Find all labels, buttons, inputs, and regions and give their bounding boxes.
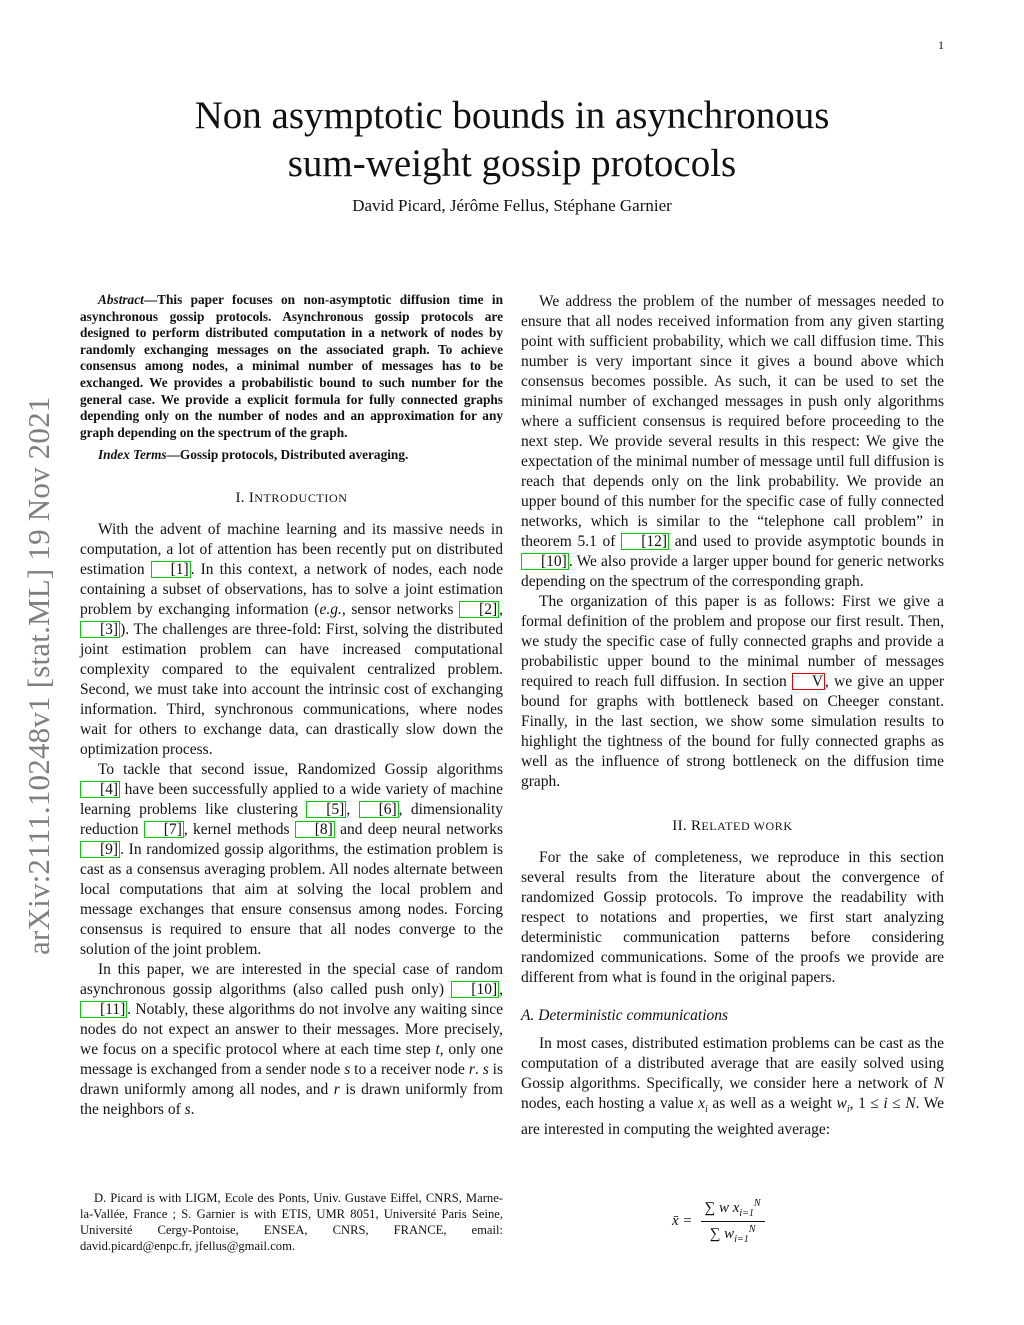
weighted-average-formula (672, 1196, 765, 1247)
authors: David Picard, Jérôme Fellus, Stéphane Garnier (352, 196, 672, 215)
formula-fraction (701, 1196, 765, 1247)
paragraph: In most cases, distributed estimation problems can be cast as the computation of a distributed average that are easily solved using Gossip algorithms. Specifically, we consider here a network of N nodes, each hosting a value $x_i$ as well as a weight $w_i$, 1 ≤ i ≤ N. We are interested in computing the weighted average: (521, 1035, 944, 1139)
citation-link[interactable]: [4] (80, 781, 120, 798)
citation-link[interactable]: [11] (80, 1001, 127, 1018)
section-heading-introduction (80, 488, 503, 508)
abstract-label: Abstract (98, 292, 144, 307)
index-terms-text: —Gossip protocols, Distributed averaging. (166, 447, 409, 463)
section-number: I. (235, 489, 249, 506)
citation-link[interactable]: [10] (451, 981, 499, 998)
left-column (80, 292, 503, 1120)
abstract-text: —This paper focuses on non-asymptotic diffusion time in asynchronous gossip protocols. Asynchronous gossip protocols are designed to perform distributed computation in a network of nodes by randomly exchanging messages on the associated graph. To achieve consensus among nodes, a minimal number of messages has to be exchanged. We provides a probabilistic bound to such number for the general case. We provide a explicit formula for fully connected graphs depending only on the number of nodes and an approximation for any graph depending on the spectrum of the graph. (80, 292, 503, 440)
citation-link[interactable]: [3] (80, 621, 120, 638)
title-line: sum-weight gossip protocols (287, 142, 737, 185)
formula-numerator: ∑ w $x_{i=1}^N$ (701, 1196, 765, 1222)
citation-link[interactable]: [1] (151, 561, 191, 578)
section-heading-related-work (521, 816, 944, 836)
index-terms (80, 447, 503, 464)
section-number: II. (672, 818, 691, 834)
citation-link[interactable]: [9] (80, 841, 120, 858)
section-initial: R (691, 818, 702, 834)
author-footnote: D. Picard is with LIGM, Ecole des Ponts, Univ. Gustave Eiffel, CNRS, Marne-la-Vallée, France ; S. Garnier is with ETIS, UMR 8051, Université Paris Seine, Université Cergy-Pontoise, ENSEA, CNRS, FRANCE, email: david.picard@enpc.fr, jfellus@gmail.com. (80, 1191, 503, 1253)
paragraph: The organization of this paper is as follows: First we give a formal definition of the problem and propose our first result. Then, we study the specific case of fully connected graphs and provide a probabilistic upper bound to the minimal number of messages required to reach full diffusion. In section V , we give an upper bound for graphs with bottleneck based on Cheeger constant. Finally, in the last section, we show some simulation results to highlight the tightness of the bound for fully connected graphs as well as the influence of strong bottleneck on the diffusion time graph. (521, 593, 944, 790)
subsection-heading: A. Deterministic communications (521, 1007, 729, 1024)
section-title: NTRODUCTION (254, 490, 348, 505)
title-line: Non asymptotic bounds in asynchronous (194, 94, 830, 137)
citation-link[interactable]: [12] (621, 533, 669, 550)
index-terms-label: Index Terms (98, 447, 167, 463)
citation-link[interactable]: [6] (359, 801, 399, 818)
page-number: 1 (938, 38, 944, 52)
paragraph: We address the problem of the number of messages needed to ensure that all nodes received information from any given starting point with sufficient probability, which we call diffusion time. This number is very important since it gives a bound above which consensus becomes possible. As such, it can be used to set the minimal number of exchanged messages in push only algorithms where a sufficient consensus is required before proceeding to the next step. We provide several results in this respect: We give the expectation of the minimal number of message until full diffusion is reach that depends only on the link probability. We provide an upper bound of this number for the specific case of fully connected networks, which is similar to the “telephone call problem” in theorem 5.1 of [12] and used to provide asymptotic bounds in [10] . We also provide a larger upper bound for generic networks depending on the spectrum of the corresponding graph. (521, 293, 944, 590)
citation-link[interactable]: [5] (306, 801, 346, 818)
paragraph: To tackle that second issue, Randomized Gossip algorithms [4] have been successfully applied to a wide variety of machine learning problems like clustering [5] , [6] , dimensionality reduction [7] , kernel methods [8] and deep neural networks [9] . In randomized gossip algorithms, the estimation problem is cast as a consensus averaging problem. All nodes alternate between local computations that aim at solving the local problem and message exchanges that ensure consensus among nodes. Forcing consensus is required to ensure that all nodes converge to the solution of the joint problem. (80, 760, 504, 958)
section-initial: I (248, 489, 255, 506)
formula-lhs: x̄ = (672, 1213, 693, 1229)
paragraph: In this paper, we are interested in the special case of random asynchronous gossip algorithms (also called push only) [10] , [11] . Notably, these algorithms do not involve any waiting since nodes do not expect an answer to their messages. More precisely, we focus on a specific protocol where at each time step t, only one message is exchanged from a sender node s to a receiver node r. s is drawn uniformly among all nodes, and r is drawn uniformly from the neighbors of s. (80, 960, 503, 1118)
citation-link[interactable]: [2] (459, 601, 499, 618)
paragraph: With the advent of machine learning and its massive needs in computation, a lot of attention has been recently put on distributed estimation [1] . In this context, a network of nodes, each node containing a subset of observations, has to solve a joint estimation problem by exchanging information (e.g., sensor networks [2] , [3] ). The challenges are three-fold: First, solving the distributed joint estimation problem can have increased computational complexity compared to the equivalent centralized problem. Second, we must take into account the intrinsic cost of exchanging information. Third, synchronous communications, where nodes wait for others to exchange data, can drastically slow down the optimization process. (80, 520, 503, 758)
arxiv-identifier: arXiv:2111.10248v1 [stat.ML] 19 Nov 2021 (21, 396, 56, 955)
section-title: ELATED WORK (701, 819, 793, 833)
citation-link[interactable]: [8] (295, 821, 335, 838)
citation-link[interactable]: [7] (144, 821, 184, 838)
section-reference-link[interactable]: V (792, 673, 825, 690)
citation-link[interactable]: [10] (521, 553, 569, 570)
right-column (521, 292, 944, 1140)
paper-title (0, 92, 1024, 188)
paragraph: For the sake of completeness, we reproduce in this section several results from the literature about the convergence of randomized Gossip protocols. To improve the readability with respect to notations and properties, we first start analyzing deterministic communication patterns before considering randomized communications. Some of the proofs we provide are different from what is found in the original papers. (521, 849, 944, 986)
abstract (80, 292, 503, 441)
formula-denominator: ∑ $w_{i=1}^N$ (709, 1224, 756, 1245)
